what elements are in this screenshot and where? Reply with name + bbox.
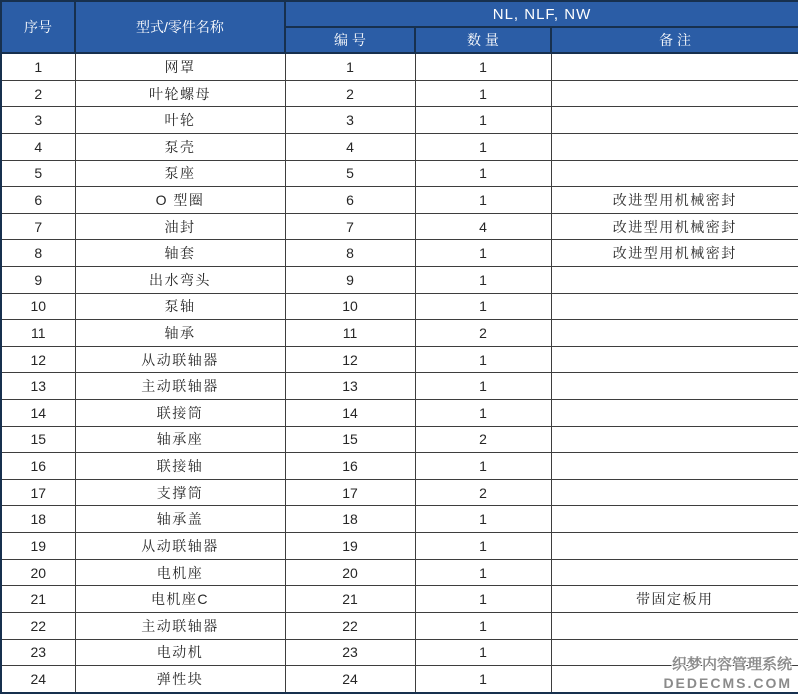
cell-qty: 2 [415, 426, 551, 453]
cell-number: 13 [285, 373, 415, 400]
cell-serial: 22 [1, 612, 75, 639]
cell-name: 轴承座 [75, 426, 285, 453]
cell-qty: 1 [415, 80, 551, 107]
table-row [1, 612, 798, 639]
cell-remark [551, 639, 798, 666]
cell-number: 14 [285, 400, 415, 427]
cell-remark [551, 133, 798, 160]
cell-qty: 1 [415, 107, 551, 134]
cell-serial: 10 [1, 293, 75, 320]
cell-number: 24 [285, 666, 415, 693]
cell-serial: 9 [1, 267, 75, 294]
cell-name: 叶轮 [75, 107, 285, 134]
cell-name: 电动机 [75, 639, 285, 666]
cell-serial: 4 [1, 133, 75, 160]
cell-name: 从动联轴器 [75, 533, 285, 560]
cell-qty: 4 [415, 213, 551, 240]
cell-name: 叶轮螺母 [75, 80, 285, 107]
header-remark: 备 注 [551, 27, 798, 53]
cell-serial: 19 [1, 533, 75, 560]
cell-name: 轴承盖 [75, 506, 285, 533]
cell-remark [551, 479, 798, 506]
table-row [1, 320, 798, 347]
table-row [1, 133, 798, 160]
cell-serial: 15 [1, 426, 75, 453]
cell-name: 泵轴 [75, 293, 285, 320]
cell-serial: 12 [1, 346, 75, 373]
cell-remark [551, 267, 798, 294]
cell-remark [551, 346, 798, 373]
watermark-cms-url: DEDECMS.COM [663, 674, 792, 691]
cell-remark: 改进型用机械密封 [551, 213, 798, 240]
header-type-part-name: 型式/零件名称 [75, 1, 285, 53]
cell-number: 10 [285, 293, 415, 320]
cell-number: 12 [285, 346, 415, 373]
cell-serial: 7 [1, 213, 75, 240]
cell-serial: 3 [1, 107, 75, 134]
cell-qty: 1 [415, 559, 551, 586]
cell-serial: 6 [1, 187, 75, 214]
cell-number: 17 [285, 479, 415, 506]
header-serial-number: 序号 [1, 1, 75, 53]
cell-name: 从动联轴器 [75, 346, 285, 373]
cell-name: 主动联轴器 [75, 612, 285, 639]
cell-qty: 1 [415, 187, 551, 214]
cell-number: 23 [285, 639, 415, 666]
cell-remark [551, 666, 798, 693]
cell-name: 电机座 [75, 559, 285, 586]
cell-number: 21 [285, 586, 415, 613]
header-quantity: 数 量 [415, 27, 551, 53]
cell-serial: 11 [1, 320, 75, 347]
table-row [1, 107, 798, 134]
table-row [1, 187, 798, 214]
cell-qty: 1 [415, 666, 551, 693]
cell-qty: 1 [415, 240, 551, 267]
header-part-number: 编 号 [285, 27, 415, 53]
cell-name: 支撑筒 [75, 479, 285, 506]
table-row [1, 80, 798, 107]
cell-remark [551, 453, 798, 480]
table-row [1, 400, 798, 427]
table-row [1, 293, 798, 320]
table-row [1, 267, 798, 294]
cell-remark [551, 293, 798, 320]
cell-serial: 1 [1, 53, 75, 80]
table-row [1, 453, 798, 480]
cell-remark [551, 559, 798, 586]
cell-qty: 1 [415, 267, 551, 294]
cell-remark: 改进型用机械密封 [551, 240, 798, 267]
cell-name: 轴承 [75, 320, 285, 347]
cell-serial: 17 [1, 479, 75, 506]
table-row [1, 53, 798, 80]
cell-remark [551, 53, 798, 80]
watermark-cms-name: 织梦内容管理系统 [671, 655, 792, 673]
cell-remark: 改进型用机械密封 [551, 187, 798, 214]
cell-qty: 1 [415, 373, 551, 400]
cell-serial: 21 [1, 586, 75, 613]
cell-serial: 8 [1, 240, 75, 267]
cell-serial: 2 [1, 80, 75, 107]
table-row [1, 373, 798, 400]
cell-qty: 1 [415, 160, 551, 187]
cell-remark [551, 80, 798, 107]
table-row [1, 346, 798, 373]
cell-name: O 型圈 [75, 187, 285, 214]
cell-serial: 24 [1, 666, 75, 693]
cell-serial: 13 [1, 373, 75, 400]
cell-qty: 1 [415, 506, 551, 533]
cell-number: 4 [285, 133, 415, 160]
cell-number: 18 [285, 506, 415, 533]
cell-number: 16 [285, 453, 415, 480]
table-row [1, 479, 798, 506]
cell-name: 油封 [75, 213, 285, 240]
cell-serial: 5 [1, 160, 75, 187]
cell-remark [551, 400, 798, 427]
cell-name: 轴套 [75, 240, 285, 267]
cell-remark [551, 506, 798, 533]
cell-number: 3 [285, 107, 415, 134]
header-model-group: NL, NLF, NW [285, 1, 798, 27]
table-row [1, 586, 798, 613]
cell-qty: 1 [415, 133, 551, 160]
cell-number: 11 [285, 320, 415, 347]
cell-qty: 2 [415, 320, 551, 347]
cell-number: 5 [285, 160, 415, 187]
cell-remark [551, 533, 798, 560]
cell-number: 2 [285, 80, 415, 107]
cell-remark [551, 107, 798, 134]
cell-number: 22 [285, 612, 415, 639]
table-row [1, 639, 798, 666]
cell-qty: 1 [415, 400, 551, 427]
cell-number: 9 [285, 267, 415, 294]
cell-serial: 20 [1, 559, 75, 586]
cell-number: 6 [285, 187, 415, 214]
cell-number: 19 [285, 533, 415, 560]
cell-name: 电机座C [75, 586, 285, 613]
cell-qty: 1 [415, 612, 551, 639]
cell-qty: 1 [415, 53, 551, 80]
cell-name: 出水弯头 [75, 267, 285, 294]
cell-serial: 18 [1, 506, 75, 533]
table-row [1, 426, 798, 453]
cell-name: 主动联轴器 [75, 373, 285, 400]
cell-remark [551, 426, 798, 453]
cell-name: 弹性块 [75, 666, 285, 693]
table-row [1, 666, 798, 693]
cell-qty: 1 [415, 453, 551, 480]
table-row [1, 506, 798, 533]
cell-remark: 带固定板用 [551, 586, 798, 613]
cell-remark [551, 160, 798, 187]
cell-qty: 1 [415, 639, 551, 666]
cell-remark [551, 612, 798, 639]
table-row [1, 240, 798, 267]
parts-table-body [1, 53, 798, 693]
cell-name: 联接轴 [75, 453, 285, 480]
cell-qty: 2 [415, 479, 551, 506]
cell-number: 15 [285, 426, 415, 453]
cell-serial: 23 [1, 639, 75, 666]
cell-qty: 1 [415, 346, 551, 373]
cell-remark [551, 373, 798, 400]
cell-number: 8 [285, 240, 415, 267]
cell-qty: 1 [415, 586, 551, 613]
cell-serial: 14 [1, 400, 75, 427]
table-row [1, 559, 798, 586]
cell-name: 泵壳 [75, 133, 285, 160]
cell-name: 联接筒 [75, 400, 285, 427]
cell-qty: 1 [415, 293, 551, 320]
cell-number: 20 [285, 559, 415, 586]
table-row [1, 213, 798, 240]
parts-table-header [1, 1, 798, 53]
cell-qty: 1 [415, 533, 551, 560]
cell-name: 泵座 [75, 160, 285, 187]
cell-number: 1 [285, 53, 415, 80]
cell-name: 网罩 [75, 53, 285, 80]
cell-serial: 16 [1, 453, 75, 480]
table-row [1, 160, 798, 187]
cell-remark [551, 320, 798, 347]
table-row [1, 533, 798, 560]
cell-number: 7 [285, 213, 415, 240]
